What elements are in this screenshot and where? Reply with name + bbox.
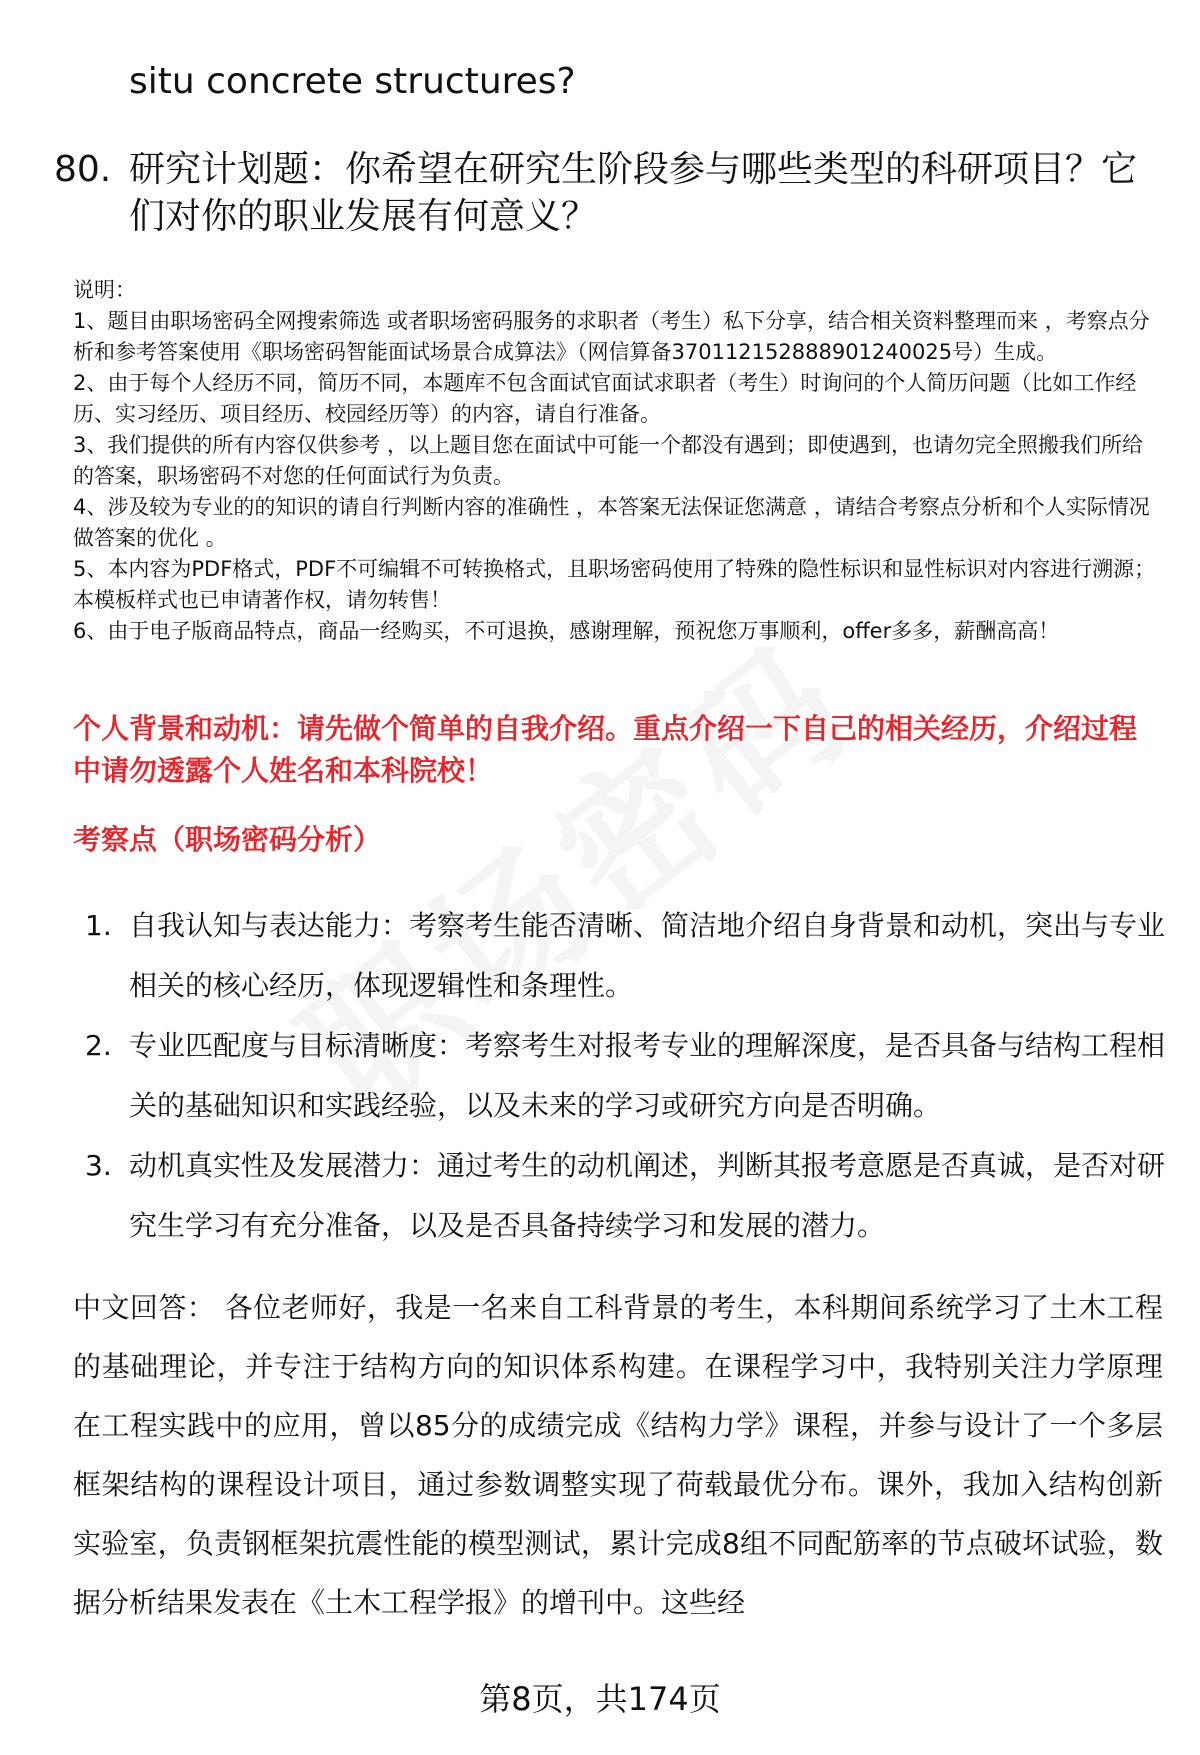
point-text: 自我认知与表达能力：考察考生能否清晰、简洁地介绍自身背景和动机，突出与专业相关的核心经历，体现逻辑性和条理性。 bbox=[129, 909, 1166, 1002]
question-number: 80. bbox=[54, 149, 112, 190]
note-item: 6、由于电子版商品特点，商品一经购买，不可退换，感谢理解，预祝您万事顺利，offer多多，薪酬高高！ bbox=[73, 619, 1060, 643]
analysis-point bbox=[85, 1136, 1165, 1256]
section-heading: 个人背景和动机：请先做个简单的自我介绍。重点介绍一下自己的相关经历，介绍过程中请勿透露个人姓名和本科院校！ bbox=[73, 712, 1138, 787]
answer-text: 各位老师好，我是一名来自工科背景的考生，本科期间系统学习了土木工程的基础理论，并专注于结构方向的知识体系构建。在课程学习中，我特别关注力学原理在工程实践中的应用，曾以85分的成绩完成《结构力学》课程，并参与设计了一个多层框架结构的课程设计项目，通过参数调整实现了荷载最优分布。课外，我加入结构创新实验室，负责钢框架抗震性能的模型测试，累计完成8组不同配筋率的节点破坏试验，数据分析结果发表在《土木工程学报》的增刊中。这些经 bbox=[73, 1291, 1163, 1619]
analysis-points bbox=[85, 896, 1165, 1256]
note-item: 4、涉及较为专业的的知识的请自行判断内容的准确性 ，本答案无法保证您满意 ，请结合考察点分析和个人实际情况做答案的优化 。 bbox=[73, 495, 1150, 550]
note-item: 2、由于每个人经历不同，简历不同，本题库不包含面试官面试求职者（考生）时询问的个人简历问题（比如工作经历、实习经历、项目经历、校园经历等）的内容，请自行准备。 bbox=[73, 371, 1137, 426]
notes-title: 说明： bbox=[73, 278, 136, 302]
notes-block bbox=[73, 275, 1163, 647]
note-item: 3、我们提供的所有内容仅供参考 ，以上题目您在面试中可能一个都没有遇到；即使遇到，也请勿完全照搬我们所给的答案，职场密码不对您的任何面试行为负责。 bbox=[73, 433, 1144, 488]
analysis-heading: 考察点（职场密码分析） bbox=[73, 823, 382, 856]
point-number: 3. bbox=[85, 1149, 112, 1182]
note-item: 5、本内容为PDF格式，PDF不可编辑不可转换格式，且职场密码使用了特殊的隐性标识和显性标识对内容进行溯源；本模板样式也已申请著作权，请勿转售！ bbox=[73, 557, 1156, 612]
answer-label: 中文回答： bbox=[73, 1291, 216, 1324]
point-number: 1. bbox=[85, 909, 112, 942]
point-number: 2. bbox=[85, 1029, 112, 1062]
note-item: 1、题目由职场密码全网搜索筛选 或者职场密码服务的求职者（考生）私下分享，结合相关资料整理而来 ，考察点分析和参考答案使用《职场密码智能面试场景合成算法》（网信算备370112152888901240025号）生成。 bbox=[73, 309, 1150, 364]
point-text: 专业匹配度与目标清晰度：考察考生对报考专业的理解深度，是否具备与结构工程相关的基础知识和实践经验，以及未来的学习或研究方向是否明确。 bbox=[129, 1029, 1166, 1122]
answer-paragraph bbox=[73, 1278, 1163, 1632]
analysis-point bbox=[85, 896, 1165, 1016]
analysis-point bbox=[85, 1016, 1165, 1136]
point-text: 动机真实性及发展潜力：通过考生的动机阐述，判断其报考意愿是否真诚，是否对研究生学习有充分准备，以及是否具备持续学习和发展的潜力。 bbox=[129, 1149, 1166, 1242]
question-text: 研究计划题：你希望在研究生阶段参与哪些类型的科研项目？它们对你的职业发展有何意义？ bbox=[129, 149, 1138, 237]
previous-question-tail: situ concrete structures? bbox=[129, 61, 576, 102]
question-80 bbox=[54, 146, 1164, 240]
page-number: 第8页，共174页 bbox=[479, 1680, 721, 1718]
